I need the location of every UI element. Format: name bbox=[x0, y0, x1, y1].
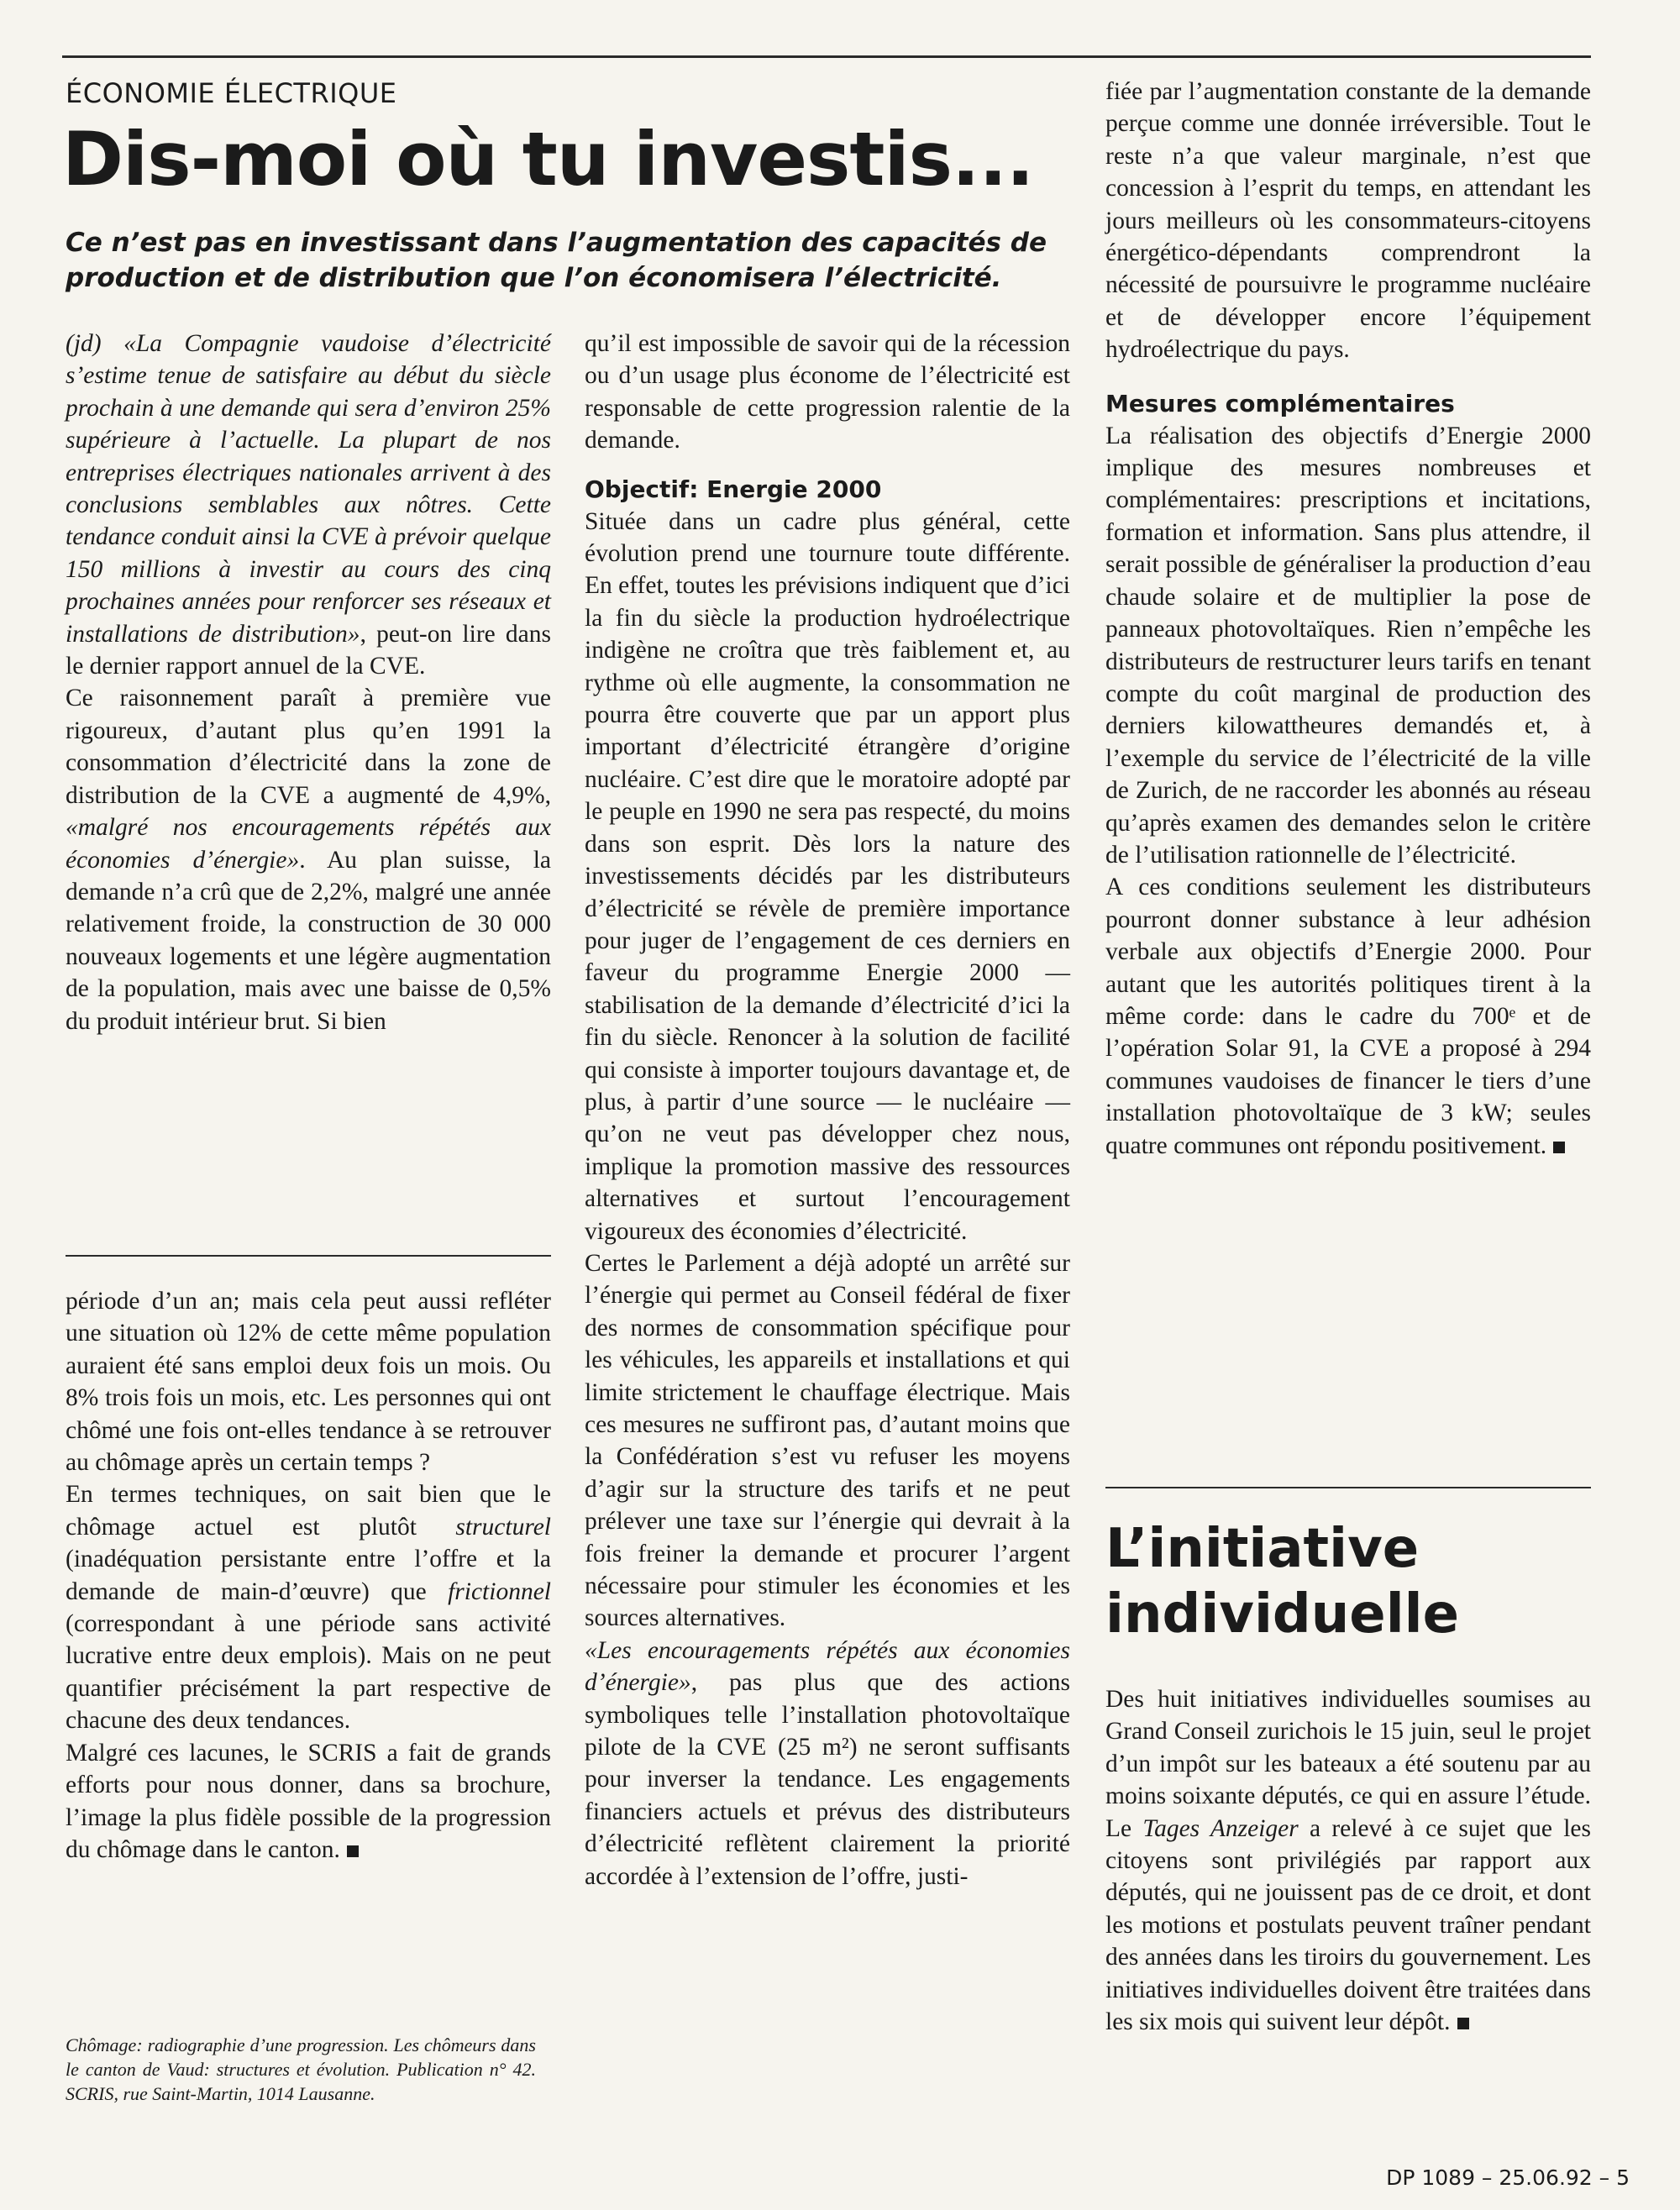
col3-paragraph-3: A ces conditions seulement les distributeurs pourront donner substance à leur adhésion verbale aux objectifs d’Energie 2000. Pour autant que les autorités politiques tirent à la même corde: dans le cadre du 700ᵉ et de l’opération Solar 91, la CVE a proposé à 294 communes vaudoises de financer le tiers d’une installation photovoltaïque de 3 kW; seules quatre communes ont répondu positivement. bbox=[1105, 874, 1591, 1159]
col1-quote: (jd) «La Compagnie vaudoise d’électricité s’estime tenue de satisfaire au début du siècle prochain à une demande qui sera d’environ 25% supérieure à l’actuelle. La plupart de nos entreprises électriques nationales arrivent à des conclusions semblables aux nôtres. Cette tendance conduit ainsi la CVE à prévoir quelque 150 millions à investir au cours des cinq prochaines années pour renforcer ses réseaux et installations de distribution» bbox=[66, 330, 551, 648]
box-title: L’initiative individuelle bbox=[1105, 1518, 1459, 1646]
column-1-lower bbox=[66, 1285, 551, 1866]
end-mark bbox=[1553, 1142, 1565, 1153]
end-mark bbox=[347, 1845, 359, 1857]
col2-paragraph-4: «Les encouragements répétés aux économies d’énergie», pas plus que des actions symboliques telle l’installation photovoltaïque pilote de la CVE (25 m²) ne seront suffisants pour inverser la tendance. Les engagements financiers actuels et prévus des distributeurs d’électricité reflètent clairement la priorité accordée à l’extension de l’offre, justi- bbox=[585, 1636, 1070, 1890]
top-rule bbox=[62, 55, 1591, 58]
col2-paragraph-1: qu’il est impossible de savoir qui de la récession ou d’un usage plus économe de l’électricité est responsable de cette progression ralentie de la demande. bbox=[585, 330, 1070, 454]
col2-paragraph-2: Située dans un cadre plus général, cette évolution prend une tournure toute différente. En effet, toutes les prévisions indiquent que d’ici la fin du siècle la production hydroélectrique indigène ne croîtra que très faiblement et, au rythme où elle augmente, la consommation ne pourra être couverte que par un apport plus important d’électricité étrangère d’origine nucléaire. C’est dire que le moratoire adopté par le peuple en 1990 ne sera pas respecté, du moins dans son esprit. Dès lors la nature des investissements décidés par les distributeurs d’électricité se révèle de première importance pour juger de l’engagement de ces derniers en faveur du programme Energie 2000 — stabilisation de la demande d’électricité d’ici la fin du siècle. Renoncer à la solution de facilité qui consiste à importer toujours davantage et, de plus, à partir d’une source — le nucléaire — qu’on ne veut pas développer chez nous, implique la promotion massive des ressources alternatives et surtout l’encouragement vigoureux des économies d’électricité. bbox=[585, 507, 1070, 1245]
col1-lower-paragraph-3: Malgré ces lacunes, le SCRIS a fait de grands efforts pour nous donner, dans sa brochure, l’image la plus fidèle possible de la progression du chômage dans le canton. bbox=[66, 1739, 551, 1863]
source-caption: Chômage: radiographie d’une progression. Les chômeurs dans le canton de Vaud: structures et évolution. Publication n° 42. SCRIS, rue Saint-Martin, 1014 Lausanne. bbox=[66, 2034, 536, 2104]
section-label: ÉCONOMIE ÉLECTRIQUE bbox=[66, 77, 397, 109]
subhead-energie-2000: Objectif: Energie 2000 bbox=[585, 475, 882, 503]
headline: Dis-moi où tu investis... bbox=[62, 116, 1034, 202]
box-text: Des huit initiatives individuelles soumises au Grand Conseil zurichois le 15 juin, seul le projet d’un impôt sur les bateaux a été soutenu par au moins soixante députés, ce qui en assure l’étude. Le Tages Anzeiger a relevé à ce sujet que les citoyens sont privilégiés par rapport aux députés, qui ne jouissent pas de ce droit, et dont les motions et postulats peuvent traîner pendant des années dans les tiroirs du gouvernement. Les initiatives individuelles doivent être traitées dans les six mois qui suivent leur dépôt. bbox=[1105, 1686, 1591, 2036]
page-footer: DP 1089 – 25.06.92 – 5 bbox=[1386, 2165, 1630, 2190]
box-top-rule bbox=[1105, 1487, 1591, 1488]
col1-paragraph-2: Ce raisonnement paraît à première vue rigoureux, d’autant plus qu’en 1991 la consommation d’électricité dans la zone de distribution de la CVE a augmenté de 4,9%, «malgré nos encouragements répétés aux économies d’énergie». Au plan suisse, la demande n’a crû que de 2,2%, malgré une année relativement froide, la construction de 30 000 nouveaux logements et une légère augmentation de la population, mais avec une baisse de 0,5% du produit intérieur brut. Si bien bbox=[66, 685, 551, 1035]
subhead-mesures: Mesures complémentaires bbox=[1105, 389, 1455, 417]
col3-paragraph-2: La réalisation des objectifs d’Energie 2000 implique des mesures nombreuses et complémentaires: prescriptions et incitations, formation et information. Sans plus attendre, il serait possible de généraliser la production d’eau chaude solaire et de multiplier la pose de panneaux photovoltaïques. Rien n’empêche les distributeurs de restructurer leurs tarifs en tenant compte du coût marginal de production des derniers kilowattheures demandés et, à l’exemple du service de l’électricité de la ville de Zurich, de ne raccorder les abonnés au réseau qu’après examen des demandes selon le critère de l’utilisation rationnelle de l’électricité. bbox=[1105, 422, 1591, 869]
col2-paragraph-3: Certes le Parlement a déjà adopté un arrêté sur l’énergie qui permet au Conseil fédéral de fixer des normes de consommation spécifique pour les véhicules, les appareils et installations et qui limite strictement le chauffage électrique. Mais ces mesures ne suffiront pas, d’autant moins que la Confédération s’est vu refuser les moyens d’agir sur la structure des tarifs et ne peut prélever une taxe sur l’énergie qui devrait à la fois freiner la demande et procurer l’argent nécessaire pour stimuler les économies et les sources alternatives. bbox=[585, 1249, 1070, 1632]
lead-paragraph: Ce n’est pas en investissant dans l’augmentation des capacités de production et de distribution que l’on économisera l’électricité. bbox=[66, 228, 1047, 293]
column-1-divider bbox=[66, 1255, 551, 1257]
col1-paragraph-1: (jd) «La Compagnie vaudoise d’électricité s’estime tenue de satisfaire au début du siècle prochain à une demande qui sera d’environ 25% supérieure à l’actuelle. La plupart de nos entreprises électriques nationales arrivent à des conclusions semblables aux nôtres. Cette tendance conduit ainsi la CVE à prévoir quelque 150 millions à investir au cours des cinq prochaines années pour renforcer ses réseaux et installations de distribution», peut-on lire dans le dernier rapport annuel de la CVE. bbox=[66, 330, 552, 680]
col3-paragraph-1: fiée par l’augmentation constante de la demande perçue comme une donnée irréversible. Tout le reste n’a que valeur marginale, n’est que concession à l’esprit du temps, en attendant les jours meilleurs où les consommateurs-citoyens énergético-dépendants comprendront la nécessité de poursuivre le programme nucléaire et de développer encore l’équipement hydroélectrique du pays. bbox=[1105, 78, 1591, 364]
end-mark bbox=[1457, 2018, 1469, 2029]
column-2 bbox=[585, 328, 1070, 1892]
column-1-upper bbox=[66, 328, 551, 1037]
col1-lower-paragraph-2: En termes techniques, on sait bien que le chômage actuel est plutôt structurel (inadéquation persistante entre l’offre et la demande de main-d’œuvre) que frictionnel (correspondant à une période sans activité lucrative entre deux emplois). Mais on ne peut quantifier précisément la part respective de chacune des deux tendances. bbox=[66, 1481, 551, 1735]
column-3 bbox=[1105, 76, 1591, 1162]
col1-lower-paragraph-1: période d’un an; mais cela peut aussi refléter une situation où 12% de cette même population auraient été sans emploi deux fois un mois. Ou 8% trois fois un mois, etc. Les personnes qui ont chômé une fois ont-elles tendance à se retrouver au chômage après un certain temps ? bbox=[66, 1288, 551, 1477]
